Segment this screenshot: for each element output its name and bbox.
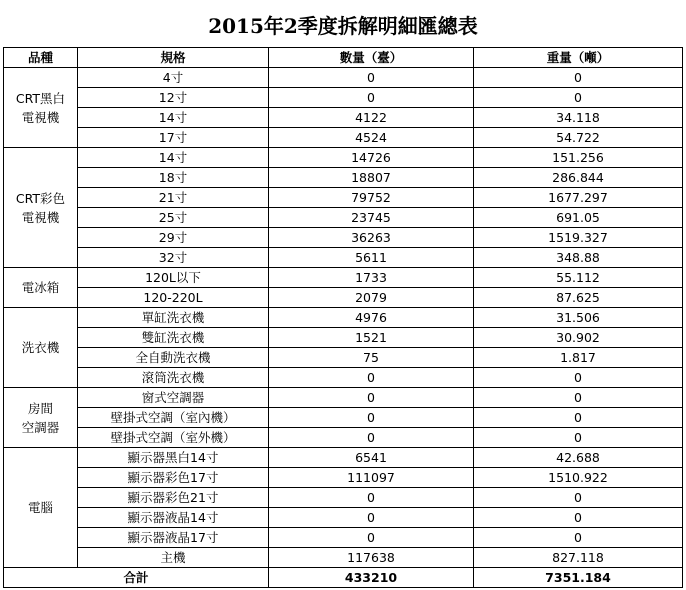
weight-cell: 1677.297: [474, 188, 683, 208]
header-quantity: 數量（臺）: [269, 48, 474, 68]
quantity-cell: 0: [269, 408, 474, 428]
weight-cell: 0: [474, 428, 683, 448]
category-label: 洗衣機: [21, 340, 60, 355]
page-title: 2015年2季度拆解明細匯總表: [208, 14, 478, 38]
weight-cell: 55.112: [474, 268, 683, 288]
weight-cell: 0: [474, 368, 683, 388]
table-row: [4, 388, 683, 408]
quantity-cell: 0: [269, 88, 474, 108]
weight-cell: 1.817: [474, 348, 683, 368]
spec-cell: 12寸: [78, 88, 269, 108]
table-row: [4, 268, 683, 288]
quantity-cell: 23745: [269, 208, 474, 228]
weight-cell: 0: [474, 508, 683, 528]
weight-cell: 30.902: [474, 328, 683, 348]
category-cell: [4, 448, 78, 568]
weight-cell: 691.05: [474, 208, 683, 228]
table-row: [4, 548, 683, 568]
table-body: [4, 68, 683, 568]
quantity-cell: 0: [269, 68, 474, 88]
weight-cell: 0: [474, 528, 683, 548]
quantity-cell: 4122: [269, 108, 474, 128]
weight-cell: 0: [474, 68, 683, 88]
spec-cell: 4寸: [78, 68, 269, 88]
category-label: CRT彩色: [15, 190, 66, 206]
category-label: CRT黑白: [15, 90, 66, 106]
weight-cell: 286.844: [474, 168, 683, 188]
weight-cell: 1510.922: [474, 468, 683, 488]
header-category: 品種: [4, 48, 78, 68]
quantity-cell: 6541: [269, 448, 474, 468]
quantity-cell: 14726: [269, 148, 474, 168]
weight-cell: 151.256: [474, 148, 683, 168]
table-row: [4, 228, 683, 248]
quantity-cell: 36263: [269, 228, 474, 248]
weight-cell: 0: [474, 388, 683, 408]
table-row: [4, 368, 683, 388]
weight-cell: 54.722: [474, 128, 683, 148]
table-row: [4, 328, 683, 348]
category-label: 電冰箱: [21, 280, 60, 295]
spec-cell: 顯示器彩色17寸: [78, 468, 269, 488]
spec-cell: 18寸: [78, 168, 269, 188]
total-label: 合計: [4, 568, 269, 588]
quantity-cell: 75: [269, 348, 474, 368]
weight-cell: 87.625: [474, 288, 683, 308]
quantity-cell: 0: [269, 388, 474, 408]
table-row: [4, 428, 683, 448]
quantity-cell: 0: [269, 528, 474, 548]
table-row: [4, 288, 683, 308]
spec-cell: 壁掛式空調（室外機）: [78, 428, 269, 448]
quantity-cell: 0: [269, 368, 474, 388]
spec-cell: 單缸洗衣機: [78, 308, 269, 328]
quantity-cell: 0: [269, 508, 474, 528]
category-cell: [4, 268, 78, 308]
spec-cell: 25寸: [78, 208, 269, 228]
spec-cell: 雙缸洗衣機: [78, 328, 269, 348]
table-row: [4, 128, 683, 148]
table-row: [4, 248, 683, 268]
weight-cell: 42.688: [474, 448, 683, 468]
quantity-cell: 111097: [269, 468, 474, 488]
spec-cell: 滾筒洗衣機: [78, 368, 269, 388]
spec-cell: 120L以下: [78, 268, 269, 288]
total-weight: 7351.184: [474, 568, 683, 588]
spec-cell: 窗式空調器: [78, 388, 269, 408]
table-row: [4, 508, 683, 528]
spec-cell: 14寸: [78, 108, 269, 128]
header-weight: 重量（噸）: [474, 48, 683, 68]
category-label: 房間: [27, 400, 53, 416]
category-label: 空調器: [21, 419, 60, 435]
weight-cell: 34.118: [474, 108, 683, 128]
header-spec: 規格: [78, 48, 269, 68]
spec-cell: 顯示器彩色21寸: [78, 488, 269, 508]
spec-cell: 120-220L: [78, 288, 269, 308]
spec-cell: 顯示器液晶17寸: [78, 528, 269, 548]
quantity-cell: 0: [269, 488, 474, 508]
table-row: [4, 208, 683, 228]
dismantling-summary-table: [3, 47, 683, 588]
quantity-cell: 4976: [269, 308, 474, 328]
table-row: [4, 108, 683, 128]
quantity-cell: 4524: [269, 128, 474, 148]
spec-cell: 21寸: [78, 188, 269, 208]
quantity-cell: 117638: [269, 548, 474, 568]
weight-cell: 0: [474, 408, 683, 428]
spec-cell: 壁掛式空調（室內機）: [78, 408, 269, 428]
spec-cell: 全自動洗衣機: [78, 348, 269, 368]
total-quantity: 433210: [269, 568, 474, 588]
weight-cell: 348.88: [474, 248, 683, 268]
spec-cell: 17寸: [78, 128, 269, 148]
category-label: 電視機: [21, 109, 60, 125]
spec-cell: 主機: [78, 548, 269, 568]
weight-cell: 0: [474, 88, 683, 108]
category-cell: [4, 148, 78, 268]
total-row: [4, 568, 683, 588]
spec-cell: 顯示器黑白14寸: [78, 448, 269, 468]
table-row: [4, 168, 683, 188]
spec-cell: 14寸: [78, 148, 269, 168]
table-row: [4, 448, 683, 468]
table-row: [4, 68, 683, 88]
quantity-cell: 1733: [269, 268, 474, 288]
table-row: [4, 488, 683, 508]
spec-cell: 顯示器液晶14寸: [78, 508, 269, 528]
table-row: [4, 408, 683, 428]
spec-cell: 32寸: [78, 248, 269, 268]
quantity-cell: 79752: [269, 188, 474, 208]
table-row: [4, 88, 683, 108]
table-row: [4, 308, 683, 328]
table-row: [4, 468, 683, 488]
weight-cell: 827.118: [474, 548, 683, 568]
category-cell: [4, 388, 78, 448]
quantity-cell: 5611: [269, 248, 474, 268]
table-row: [4, 348, 683, 368]
category-cell: [4, 308, 78, 388]
quantity-cell: 2079: [269, 288, 474, 308]
weight-cell: 31.506: [474, 308, 683, 328]
table-row: [4, 528, 683, 548]
category-label: 電視機: [21, 209, 60, 225]
quantity-cell: 1521: [269, 328, 474, 348]
header-row: [4, 48, 683, 68]
quantity-cell: 18807: [269, 168, 474, 188]
spec-cell: 29寸: [78, 228, 269, 248]
category-label: 電腦: [27, 500, 53, 515]
table-row: [4, 188, 683, 208]
weight-cell: 1519.327: [474, 228, 683, 248]
table-row: [4, 148, 683, 168]
weight-cell: 0: [474, 488, 683, 508]
category-cell: [4, 68, 78, 148]
quantity-cell: 0: [269, 428, 474, 448]
